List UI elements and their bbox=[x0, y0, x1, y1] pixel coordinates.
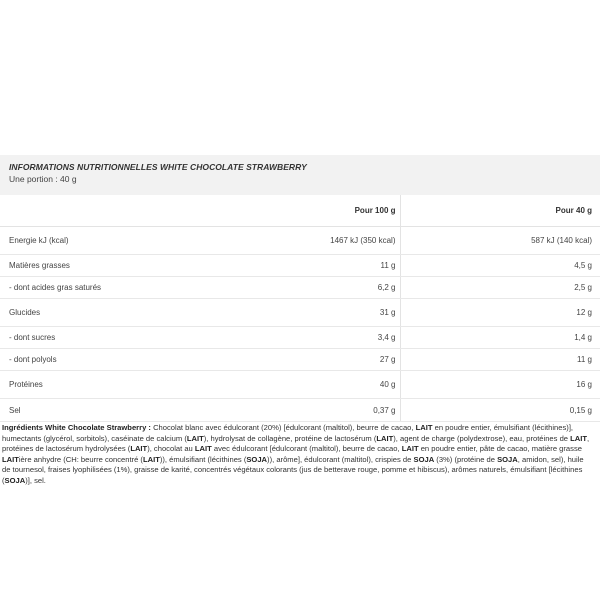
ingredient-allergen: Ingrédients White Chocolate Strawberry : bbox=[2, 423, 151, 432]
row-label: Sel bbox=[0, 399, 200, 422]
ingredient-allergen: LAIT bbox=[570, 433, 587, 443]
ingredient-text: )), émulsifiant (lécithines ( bbox=[159, 454, 247, 464]
row-value-per100: 6,2 g bbox=[200, 277, 400, 299]
row-value-per40: 12 g bbox=[400, 299, 600, 327]
row-value-per40: 16 g bbox=[400, 371, 600, 399]
row-value-per100: 0,37 g bbox=[200, 399, 400, 422]
row-value-per100: 1467 kJ (350 kcal) bbox=[200, 227, 400, 255]
table-row bbox=[0, 399, 600, 422]
row-label: - dont polyols bbox=[0, 349, 200, 371]
nutrition-panel bbox=[0, 155, 600, 487]
column-header-label bbox=[0, 195, 200, 227]
ingredient-text: en poudre entier, pâte de cacao, matière grasse bbox=[418, 444, 582, 454]
ingredient-allergen: SOJA bbox=[246, 454, 268, 464]
ingredient-text: Chocolat blanc avec édulcorant (20%) [édulcorant (maltitol), beurre de cacao, bbox=[150, 423, 416, 432]
ingredient-text: ière anhydre (CH: beurre concentré ( bbox=[18, 454, 143, 464]
ingredient-text: )], sel. bbox=[25, 475, 46, 485]
ingredient-allergen: LAIT bbox=[401, 444, 419, 454]
ingredient-allergen: LAIT bbox=[376, 433, 394, 443]
row-value-per100: 31 g bbox=[200, 299, 400, 327]
table-row bbox=[0, 277, 600, 299]
row-value-per40: 11 g bbox=[400, 349, 600, 371]
row-value-per40: 1,4 g bbox=[400, 327, 600, 349]
ingredient-text: ), chocolat au bbox=[147, 444, 195, 454]
column-header-per100: Pour 100 g bbox=[200, 195, 400, 227]
ingredient-text: )), arôme], édulcorant (maltitol), crispies de bbox=[267, 454, 414, 464]
row-value-per100: 40 g bbox=[200, 371, 400, 399]
nutrition-header bbox=[0, 155, 600, 195]
row-value-per100: 27 g bbox=[200, 349, 400, 371]
row-value-per40: 0,15 g bbox=[400, 399, 600, 422]
row-label: Matières grasses bbox=[0, 255, 200, 277]
ingredient-text: avec édulcorant [édulcorant (maltitol), beurre de cacao, bbox=[211, 444, 402, 454]
ingredient-text: ), agent de charge (polydextrose), eau, protéines de bbox=[393, 433, 571, 443]
nutrition-title: INFORMATIONS NUTRITIONNELLES WHITE CHOCOLATE STRAWBERRY bbox=[9, 162, 307, 172]
ingredient-text: ), hydrolysat de collagène, protéine de lactosérum ( bbox=[203, 433, 377, 443]
ingredient-allergen: LAIT bbox=[415, 423, 433, 432]
column-header-per40: Pour 40 g bbox=[400, 195, 600, 227]
table-row bbox=[0, 299, 600, 327]
portion-size: Une portion : 40 g bbox=[9, 174, 77, 184]
row-label: Glucides bbox=[0, 299, 200, 327]
ingredient-allergen: LAIT bbox=[142, 454, 160, 464]
ingredient-allergen: LAIT bbox=[186, 433, 204, 443]
table-header-row bbox=[0, 195, 600, 227]
row-value-per100: 11 g bbox=[200, 255, 400, 277]
ingredient-allergen: LAIT bbox=[130, 444, 148, 454]
row-value-per40: 4,5 g bbox=[400, 255, 600, 277]
ingredient-text: , amidon, sel), huile de tournesol, fraises lyophilisées (1%), graisse de karité, concentrés végétaux colorants (jus de betterave rouge, pomme et hibiscus), arômes naturels, émulsifiant [lécithines ( bbox=[2, 454, 584, 485]
row-label: - dont acides gras saturés bbox=[0, 277, 200, 299]
ingredient-allergen: SOJA bbox=[4, 475, 26, 485]
table-row bbox=[0, 349, 600, 371]
table-row bbox=[0, 327, 600, 349]
ingredient-text: en poudre entier, émulsifiant (lécithines)], humectants (glycérol, sorbitols), caséinate de calcium ( bbox=[2, 423, 574, 443]
nutrition-table bbox=[0, 195, 600, 422]
row-label: Protéines bbox=[0, 371, 200, 399]
ingredient-allergen: SOJA bbox=[497, 454, 518, 464]
ingredient-allergen: SOJA bbox=[413, 454, 435, 464]
ingredient-allergen: LAIT bbox=[2, 454, 19, 464]
row-label: Energie kJ (kcal) bbox=[0, 227, 200, 255]
row-value-per100: 3,4 g bbox=[200, 327, 400, 349]
table-row bbox=[0, 371, 600, 399]
table-row bbox=[0, 227, 600, 255]
row-value-per40: 587 kJ (140 kcal) bbox=[400, 227, 600, 255]
ingredient-text: (3%) (protéine de bbox=[434, 454, 498, 464]
ingredients-text bbox=[0, 422, 600, 487]
table-row bbox=[0, 255, 600, 277]
ingredient-text: , protéines de lactosérum hydrolysées ( bbox=[2, 433, 590, 454]
ingredient-allergen: LAIT bbox=[194, 444, 212, 454]
row-value-per40: 2,5 g bbox=[400, 277, 600, 299]
row-label: - dont sucres bbox=[0, 327, 200, 349]
